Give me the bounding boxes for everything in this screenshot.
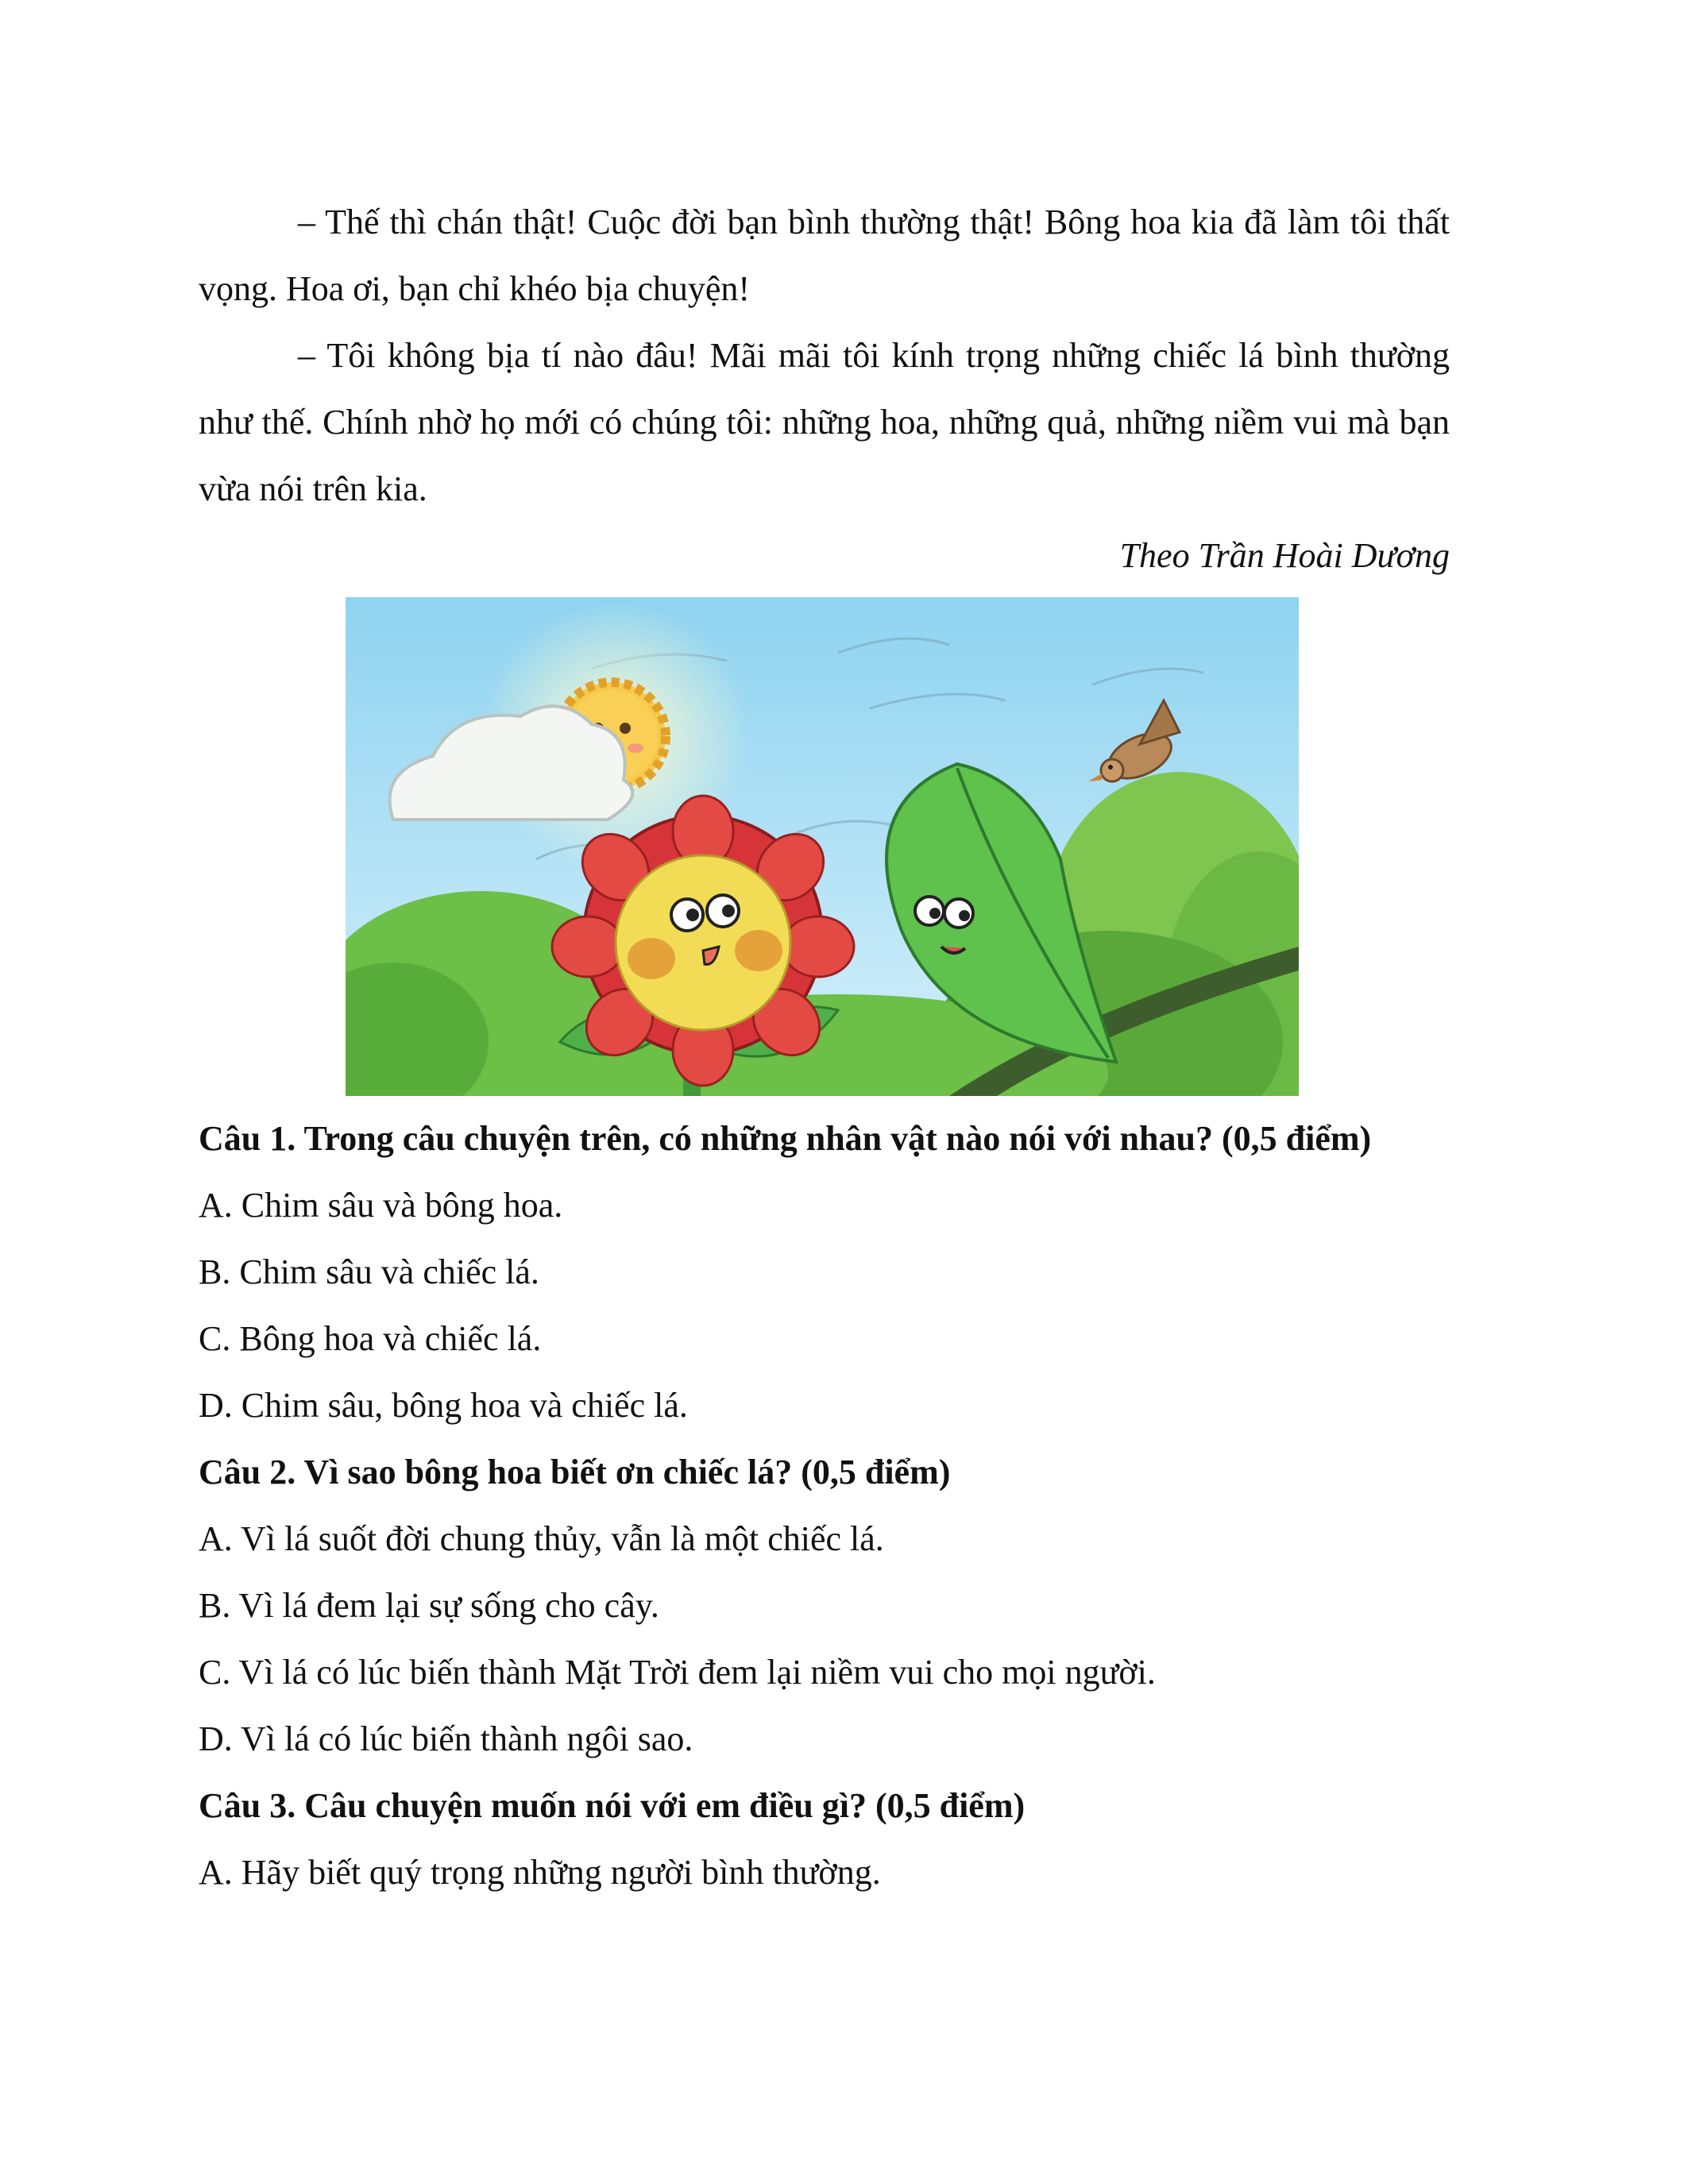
question-2-option-c: C. Vì lá có lúc biến thành Mặt Trời đem lại niềm vui cho mọi người. (199, 1653, 1156, 1692)
question-1-option-d: D. Chim sâu, bông hoa và chiếc lá. (199, 1386, 688, 1425)
question-1-option-c: C. Bông hoa và chiếc lá. (199, 1319, 542, 1358)
question-2-option-a: A. Vì lá suốt đời chung thủy, vẫn là một chiếc lá. (199, 1519, 884, 1558)
story-paragraph: – Thế thì chán thật! Cuộc đời bạn bình thường thật! Bông hoa kia đã làm tôi thất vọng. Hoa ơi, bạn chỉ khéo bịa chuyện! (199, 203, 1450, 308)
page-content (199, 189, 1450, 1906)
story-source: Theo Trần Hoài Dương (1119, 536, 1450, 575)
question-2-option-d: D. Vì lá có lúc biến thành ngôi sao. (199, 1719, 693, 1758)
question-2-title: Câu 2. Vì sao bông hoa biết ơn chiếc lá? (0,5 điểm) (199, 1453, 951, 1491)
question-1-option-b: B. Chim sâu và chiếc lá. (199, 1252, 539, 1291)
flower-character (552, 796, 854, 1086)
question-1-title: Câu 1. Trong câu chuyện trên, có những nhân vật nào nói với nhau? (0,5 điểm) (199, 1119, 1372, 1158)
question-3-option-a: A. Hãy biết quý trọng những người bình thường. (199, 1853, 881, 1892)
question-1-option-a: A. Chim sâu và bông hoa. (199, 1186, 563, 1225)
question-3-title: Câu 3. Câu chuyện muốn nói với em điều gì? (0,5 điểm) (199, 1786, 1026, 1825)
story-illustration (346, 597, 1299, 1096)
question-2-option-b: B. Vì lá đem lại sự sống cho cây. (199, 1586, 659, 1625)
story-paragraph: – Tôi không bịa tí nào đâu! Mãi mãi tôi kính trọng những chiếc lá bình thường như thế. Chính nhờ họ mới có chúng tôi: những hoa, những quả, những niềm vui mà bạn vừa nói trên kia. (199, 336, 1450, 508)
